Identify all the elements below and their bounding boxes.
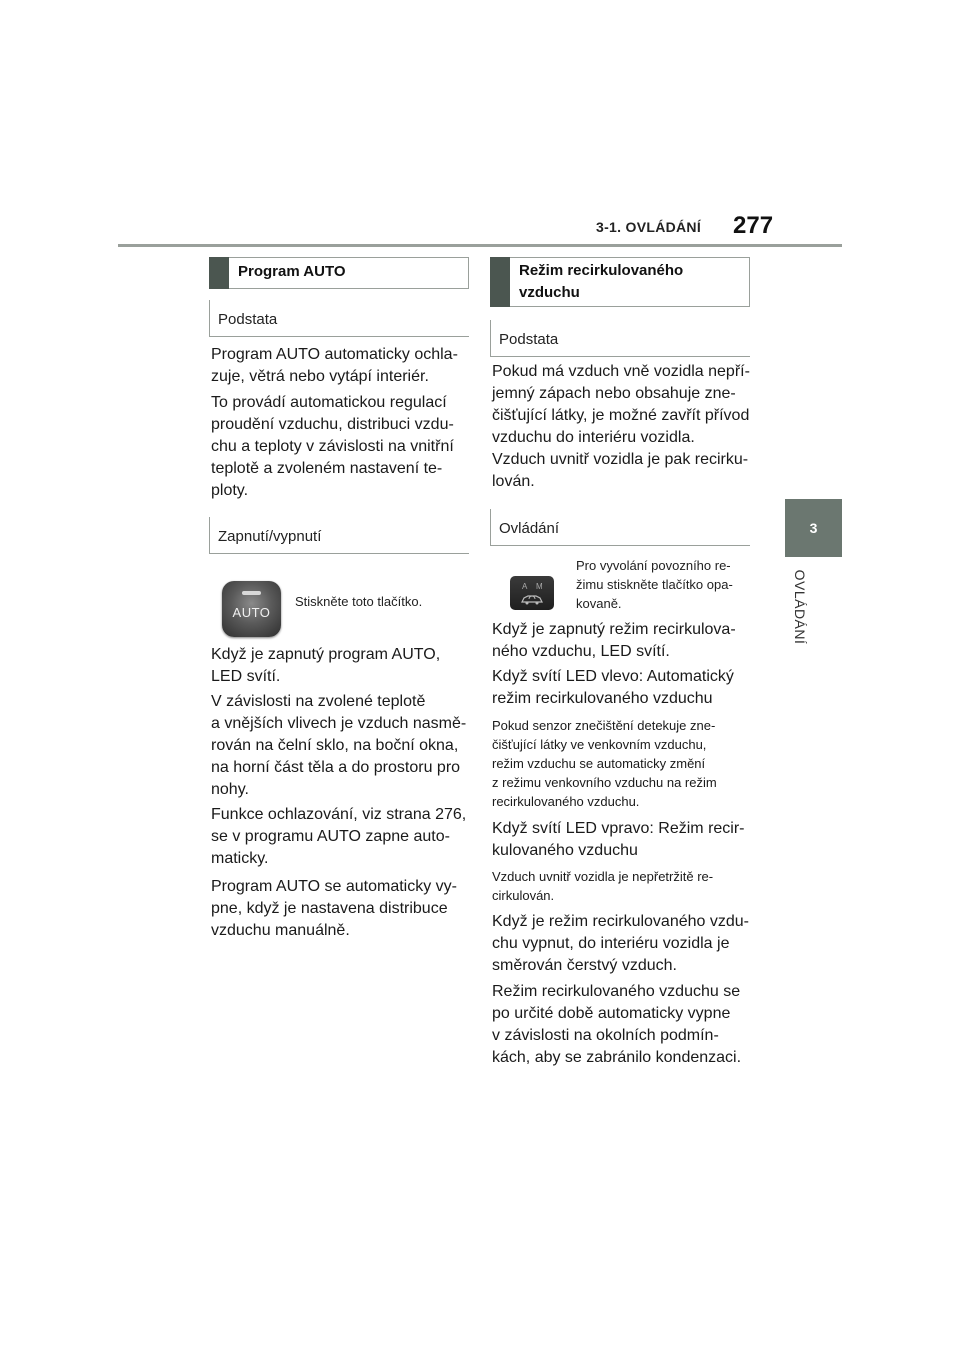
text-line: Když je zapnutý program AUTO,	[211, 646, 441, 663]
text-line: čišťující látky ve venkovním vzduchu,	[492, 737, 707, 752]
text-line: OVLÁDÁNÍ	[792, 569, 808, 645]
text-line: maticky.	[211, 850, 269, 867]
text-line: Pokud má vzduch vně vozidla nepří-	[492, 363, 750, 380]
button-caption	[576, 556, 756, 613]
section-heading-bar	[490, 257, 510, 307]
text-line: Když je režim recirkulovaného vzdu-	[492, 913, 749, 930]
car-recirculation-icon	[520, 593, 544, 605]
text-line: zuje, větrá nebo vytápí interiér.	[211, 368, 429, 385]
text-line: ploty.	[211, 482, 249, 499]
header-rule	[118, 244, 842, 247]
text-line: z režimu venkovního vzduchu na režim	[492, 775, 717, 790]
text-line: ného vzduchu, LED svítí.	[492, 643, 670, 660]
text-line: teplotě a zvoleném nastavení te-	[211, 460, 443, 477]
text-line: Režim recirkulovaného vzduchu se	[492, 983, 741, 1000]
paragraph	[211, 804, 471, 870]
text-line: kách, aby se zabránilo kondenzaci.	[492, 1049, 742, 1066]
paragraph	[492, 818, 754, 862]
chapter-vertical-label	[770, 567, 830, 647]
text-line: Funkce ochlazování, viz strana 276,	[211, 806, 467, 823]
text-line: recirkulovaného vzduchu.	[492, 794, 640, 809]
running-header-section: 3-1. OVLÁDÁNÍ	[596, 219, 702, 235]
text-line: v závislosti na okolních podmín-	[492, 1027, 719, 1044]
subheading-ovladani	[490, 509, 750, 546]
text-line: se v programu AUTO zapne auto-	[211, 828, 450, 845]
page-number: 277	[733, 212, 774, 239]
paragraph	[492, 619, 754, 663]
text-line: na horní část těla a do prostoru pro	[211, 759, 461, 776]
button-caption: Stiskněte toto tlačítko.	[295, 594, 423, 609]
paragraph	[211, 691, 471, 801]
text-line: Režim recirkulovaného	[519, 262, 684, 279]
paragraph	[211, 392, 471, 502]
text-line: čišťující látky, je možné zavřít přívod	[492, 407, 750, 424]
text-line: Když svítí LED vpravo: Režim recir-	[492, 820, 745, 837]
section-heading-title	[519, 260, 683, 304]
text-line: pne, když je nastavena distribuce	[211, 900, 448, 917]
text-line: nohy.	[211, 781, 249, 798]
text-line: Podstata	[218, 311, 278, 328]
text-line: Pro vyvolání povozního re-	[576, 558, 731, 573]
text-line: lován.	[492, 473, 535, 490]
text-line: Zapnutí/vypnutí	[218, 528, 322, 545]
recirculation-button-image	[510, 576, 554, 610]
text-line: Ovládání	[499, 520, 560, 537]
text-line: Pokud senzor znečištění detekuje zne-	[492, 718, 716, 733]
note-paragraph	[492, 867, 754, 905]
text-line: Když svítí LED vlevo: Automatický	[492, 668, 734, 685]
section-heading-title: Program AUTO	[238, 263, 346, 280]
paragraph	[492, 911, 754, 977]
subheading-podstata-left	[209, 300, 469, 337]
paragraph	[492, 666, 754, 710]
text-line: režim vzduchu se automaticky změní	[492, 756, 706, 771]
text-line: Když je zapnutý režim recirkulova-	[492, 621, 736, 638]
text-line: po určité době automaticky vypne	[492, 1005, 731, 1022]
chapter-tab	[785, 499, 842, 557]
text-line: vzduchu manuálně.	[211, 922, 350, 939]
text-line: vzduchu	[519, 284, 580, 301]
text-line: kulovaného vzduchu	[492, 842, 638, 859]
chapter-number: 3	[809, 520, 818, 536]
paragraph	[492, 361, 754, 493]
subheading-zapnuti-vypnuti	[209, 517, 469, 554]
section-heading-bar	[209, 257, 229, 289]
section-heading-recirculation	[490, 257, 750, 307]
led-indicator	[242, 591, 261, 595]
subheading-podstata-right	[490, 320, 750, 357]
text-line: Program AUTO automaticky ochla-	[211, 346, 458, 363]
text-line: žimu stiskněte tlačítko opa-	[576, 577, 733, 592]
text-line: Podstata	[499, 331, 559, 348]
section-heading-program-auto	[209, 257, 469, 289]
text-line: Program AUTO se automaticky vy-	[211, 878, 457, 895]
text-line: M	[536, 582, 543, 591]
paragraph	[492, 981, 754, 1069]
text-line: Vzduch uvnitř vozidla je nepřetržitě re-	[492, 869, 714, 884]
text-line: V závislosti na zvolené teplotě	[211, 693, 426, 710]
text-line: LED svítí.	[211, 668, 281, 685]
text-line: AUTO	[232, 605, 271, 620]
text-line: A	[522, 582, 528, 591]
text-line: jemný zápach nebo obsahuje zne-	[492, 385, 736, 402]
text-line: režim recirkulovaného vzduchu	[492, 690, 713, 707]
text-line: chu vypnut, do interiéru vozidla je	[492, 935, 730, 952]
text-line: kovaně.	[576, 596, 622, 611]
text-line: chu a teploty v závislosti na vnitřní	[211, 438, 454, 455]
auto-button-image	[222, 581, 281, 637]
paragraph	[211, 876, 471, 942]
text-line: Vzduch uvnitř vozidla je pak recirku-	[492, 451, 749, 468]
paragraph	[211, 644, 471, 688]
text-line: směrován čerstvý vzduch.	[492, 957, 677, 974]
paragraph	[211, 344, 471, 388]
text-line: proudění vzduchu, distribuci vzdu-	[211, 416, 454, 433]
text-line: cirkulován.	[492, 888, 555, 903]
text-line: a vnějších vlivech je vzduch nasmě-	[211, 715, 467, 732]
note-paragraph	[492, 716, 754, 811]
text-line: To provádí automatickou regulací	[211, 394, 447, 411]
text-line: rován na čelní sklo, na boční okna,	[211, 737, 459, 754]
text-line: vzduchu do interiéru vozidla.	[492, 429, 695, 446]
